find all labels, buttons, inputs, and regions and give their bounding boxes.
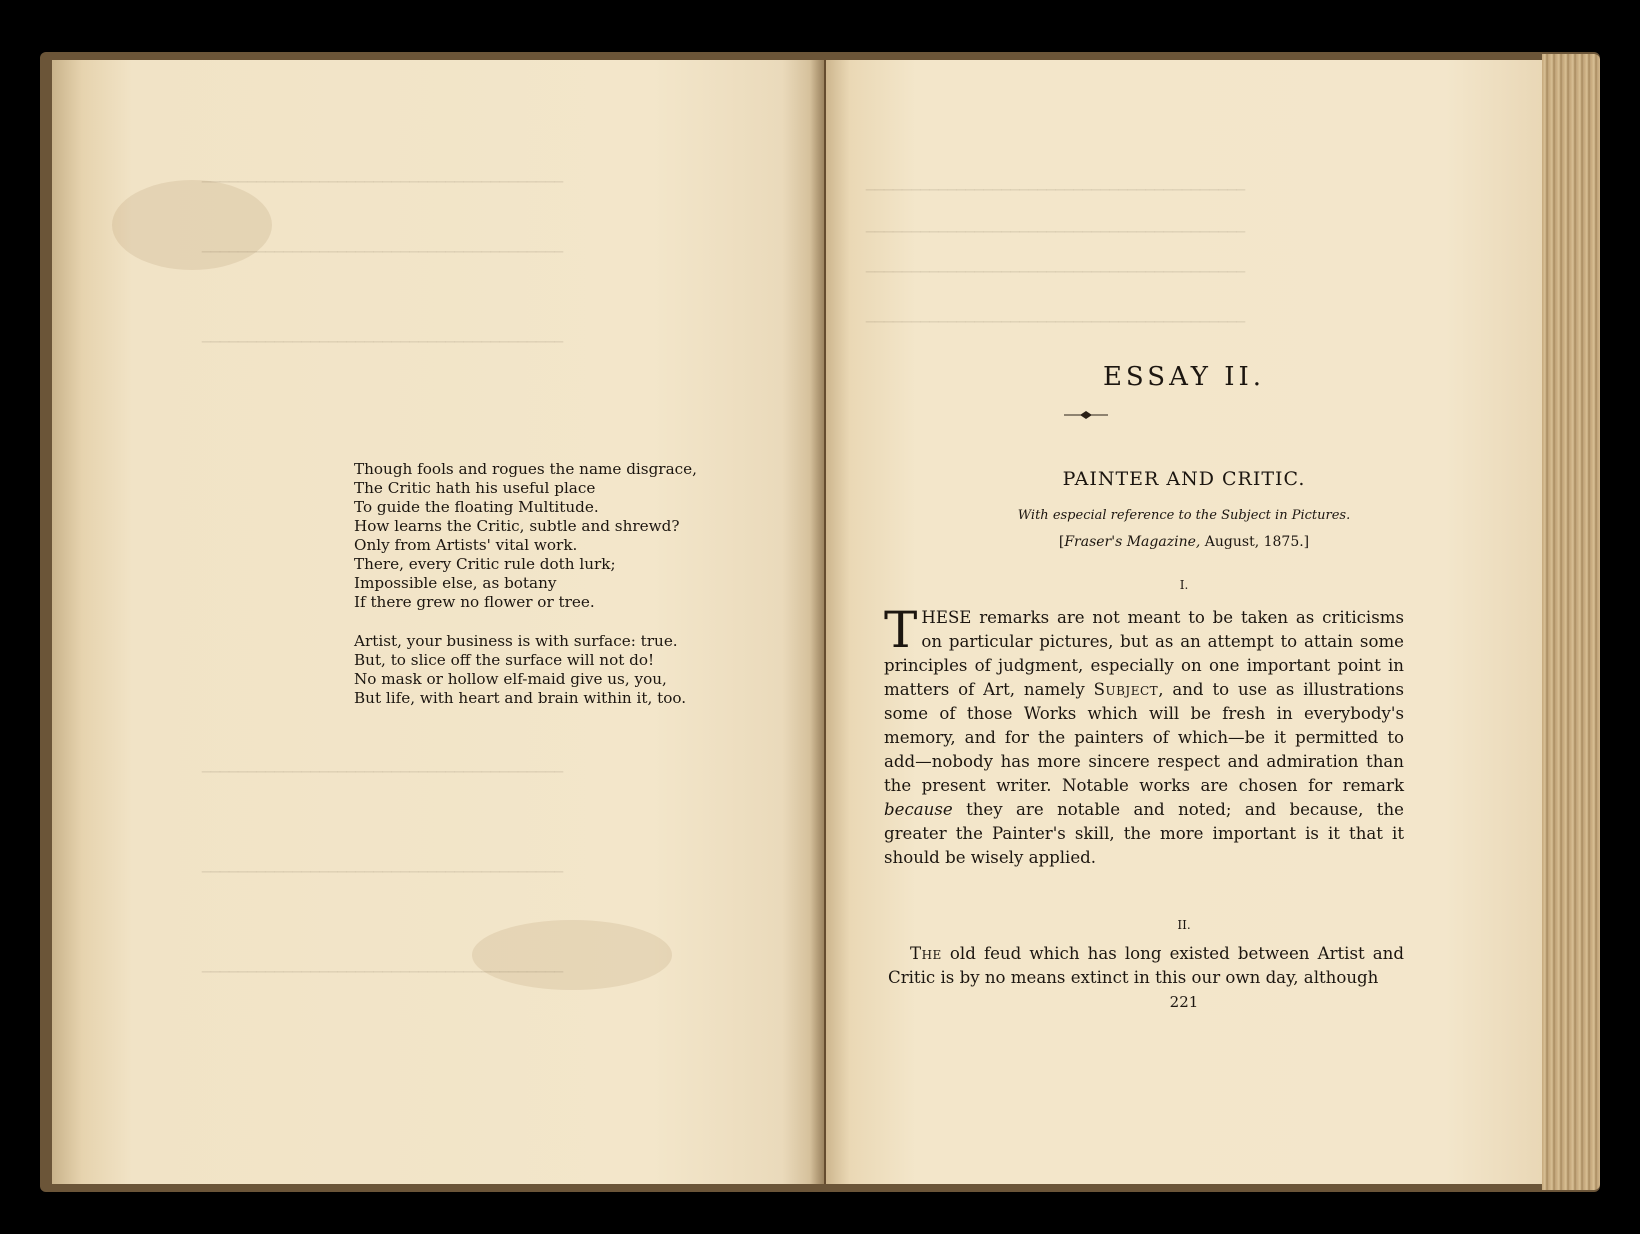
drop-cap: T <box>884 601 918 659</box>
poem-line: No mask or hollow elf-maid give us, you, <box>354 670 667 688</box>
paragraph-text: , and to use as illustrations some of those Works which will be fresh in everybody's memory, and for the painters of which—be it permitted to add—nobody has more sincere respect and admiration than the present writer. Notable works are chosen for remark <box>884 680 1405 795</box>
chapter-title: PAINTER AND CRITIC. <box>1062 468 1306 490</box>
chapter-subtitle: With especial reference to the Subject in Pictures. <box>1017 508 1351 523</box>
paragraph-text: HESE remarks are not meant to be taken as criticisms on particular pictures, but as an attempt to attain some principles of judgment, especially on one important point in matters of Art, namely <box>884 608 1404 699</box>
small-caps-lead: The <box>910 944 942 963</box>
bleed-through-text: ──────────────────────────────────────── <box>202 243 564 261</box>
poem-line: Though fools and rogues the name disgrace, <box>354 460 697 478</box>
section-number-1: I. <box>1179 578 1189 592</box>
poem-line: There, every Critic rule doth lurk; <box>354 555 616 573</box>
open-book <box>40 52 1600 1192</box>
poem <box>354 460 734 728</box>
essay-title: ESSAY II. <box>1102 362 1266 392</box>
left-page <box>52 60 824 1184</box>
poem-line: To guide the floating Multitude. <box>354 498 599 516</box>
small-caps-term: Subject <box>1093 680 1159 699</box>
bleed-through-text: ──────────────────────────────────────── <box>202 863 564 881</box>
poem-stanza-2 <box>354 632 734 708</box>
poem-line: But life, with heart and brain within it, too. <box>354 689 687 707</box>
bleed-through-text: ────────────────────────────────────────── <box>866 263 1246 281</box>
ornament-divider-icon <box>1064 410 1108 420</box>
poem-stanza-1 <box>354 460 734 612</box>
poem-line: How learns the Critic, subtle and shrewd? <box>354 517 680 535</box>
paragraph-2 <box>888 942 1404 990</box>
bleed-through-text: ────────────────────────────────────────── <box>866 223 1246 241</box>
poem-line: Impossible else, as botany <box>354 574 557 592</box>
page-edges <box>1542 54 1600 1190</box>
bleed-through-text: ──────────────────────────────────────── <box>202 333 564 351</box>
source-magazine: Fraser's Magazine, <box>1064 534 1201 550</box>
right-page <box>826 60 1542 1184</box>
poem-line: The Critic hath his useful place <box>354 479 596 497</box>
page-number: 221 <box>1169 993 1199 1011</box>
bleed-through-text: ──────────────────────────────────────── <box>202 763 564 781</box>
bleed-through-text: ────────────────────────────────────────── <box>866 181 1246 199</box>
italic-term: because <box>884 800 953 819</box>
source-bracket: [ <box>1058 534 1065 550</box>
poem-line: If there grew no flower or tree. <box>354 593 595 611</box>
paragraph-text: they are notable and noted; and because, the greater the Painter's skill, the more important is it that it should be wisely applied. <box>884 800 1404 867</box>
bleed-through-text: ──────────────────────────────────────── <box>202 963 564 981</box>
poem-line: Artist, your business is with surface: true. <box>354 632 678 650</box>
paragraph-text: old feud which has long existed between Artist and Critic is by no means extinct in this our own day, although <box>888 944 1404 987</box>
source-citation <box>826 534 1542 550</box>
source-date: August, 1875.] <box>1200 534 1310 550</box>
poem-line: But, to slice off the surface will not do! <box>354 651 655 669</box>
bleed-through-text: ────────────────────────────────────────── <box>866 313 1246 331</box>
paragraph-1 <box>884 601 1405 870</box>
section-number-2: II. <box>1177 918 1191 932</box>
poem-line: Only from Artists' vital work. <box>354 536 578 554</box>
bleed-through-text: ──────────────────────────────────────── <box>202 173 564 191</box>
